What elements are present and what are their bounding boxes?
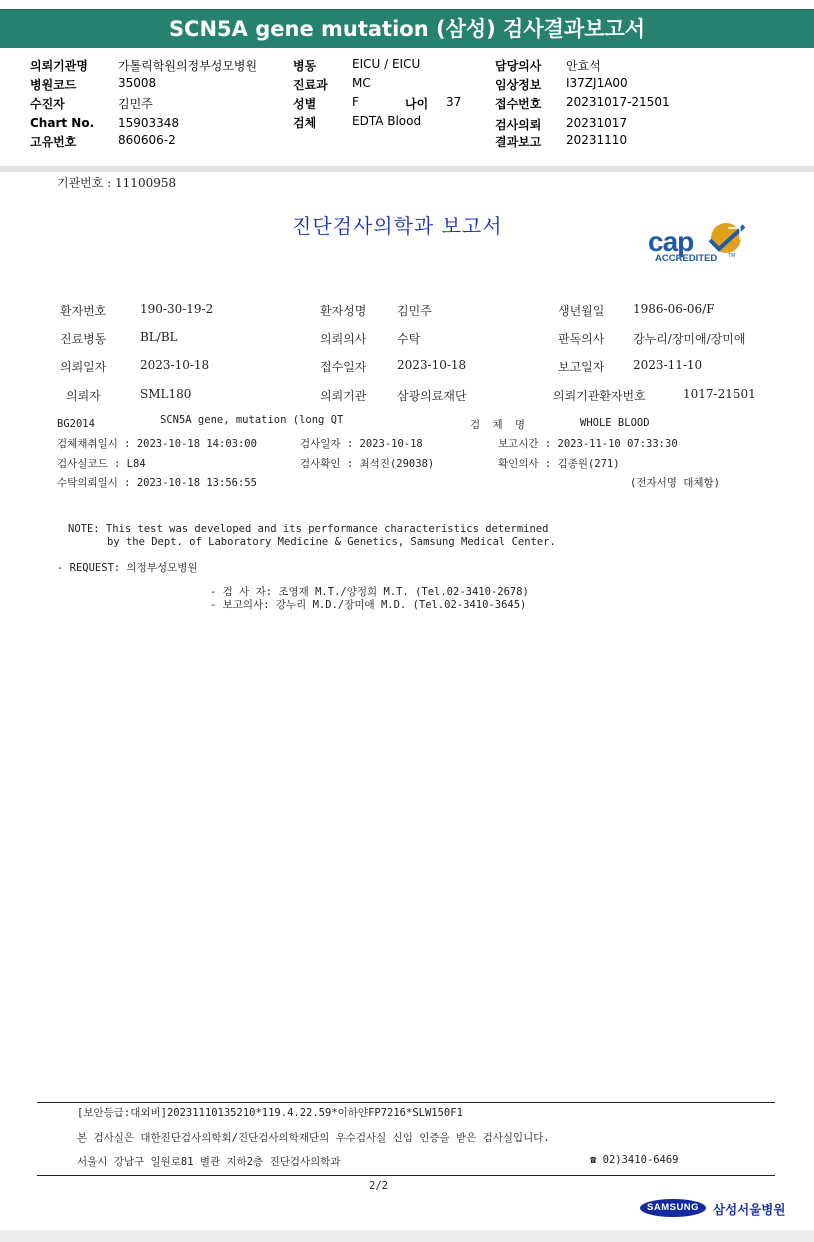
header-label: 접수번호	[495, 97, 542, 111]
field-value: 2023-10-18	[397, 358, 467, 372]
header-value: 20231017	[566, 116, 628, 130]
header-label: 진료과	[293, 78, 328, 92]
e-signature-note: (전자서명 대체함)	[630, 477, 720, 489]
collect-datetime: 검체채취일시 : 2023-10-18 14:03:00	[57, 438, 257, 450]
field-label: 생년월일	[558, 304, 605, 318]
header-value: 김민주	[118, 97, 153, 111]
header-value: F	[352, 95, 359, 109]
field-label: 접수일자	[320, 360, 367, 374]
field-value: BL/BL	[140, 330, 178, 344]
field-value: 수탁	[397, 332, 421, 346]
footer-rule	[37, 1175, 775, 1176]
header-value: 860606-2	[118, 133, 176, 147]
field-label: 의뢰의사	[320, 332, 367, 346]
page-number: 2/2	[369, 1180, 388, 1192]
header-label: 고유번호	[30, 135, 77, 149]
test-confirm: 검사확인 : 최석진(29038)	[300, 458, 435, 470]
header-label: 결과보고	[495, 135, 542, 149]
field-value: 1986-06-06/F	[633, 302, 715, 316]
header-value: I37ZJ1A00	[566, 76, 628, 90]
samsung-hospital-logo	[640, 1197, 786, 1221]
header-value: MC	[352, 76, 371, 90]
header-value: 20231017-21501	[566, 95, 670, 109]
report-title-bar: SCN5A gene mutation (삼성) 검사결과보고서	[0, 9, 814, 48]
header-value: 35008	[118, 76, 157, 90]
field-label: 보고일자	[558, 360, 605, 374]
test-name: SCN5A gene, mutation (long QT	[160, 414, 344, 426]
security-line: [보안등급:대외비]20231110135210*119.4.22.59*이하얀FP7216*SLW150F1	[77, 1107, 463, 1119]
header-label: 임상정보	[495, 78, 542, 92]
lab-code: 검사실코드 : L84	[57, 458, 146, 470]
header-label: 의뢰기관명	[30, 59, 88, 73]
specimen-label: 검 체 명	[470, 419, 529, 431]
test-date: 검사일자 : 2023-10-18	[300, 438, 423, 450]
header-label: 담당의사	[495, 59, 542, 73]
header-label: 수진자	[30, 97, 65, 111]
header-label: 병동	[293, 59, 317, 73]
request-line: - REQUEST: 의정부성모병원	[57, 562, 198, 574]
header-label: Chart No.	[30, 116, 95, 130]
field-label: 의뢰기관	[320, 389, 367, 403]
header-value: 20231110	[566, 133, 628, 147]
phone-line: ☎ 02)3410-6469	[590, 1154, 679, 1166]
address-line: 서울시 강남구 일원로81 별관 지하2층 진단검사의학과	[77, 1156, 341, 1168]
field-value: 190-30-19-2	[140, 302, 214, 316]
tester-line: - 검 사 자: 조영재 M.T./양정희 M.T. (Tel.02-3410-2678)	[210, 586, 529, 598]
header-label: 병원코드	[30, 78, 77, 92]
field-value: SML180	[140, 387, 192, 401]
bottom-strip	[0, 1230, 814, 1242]
age-label: 나이	[405, 97, 429, 111]
report-heading: 진단검사의학과 보고서	[292, 214, 503, 238]
header-divider	[0, 166, 814, 172]
cap-accredited-logo	[646, 220, 756, 268]
field-label: 환자성명	[320, 304, 367, 318]
field-value: 강누리/장미애/장미애	[633, 332, 746, 346]
footer-rule	[37, 1102, 775, 1103]
specimen-value: WHOLE BLOOD	[580, 417, 650, 429]
field-label: 의뢰자	[66, 389, 101, 403]
certification-line: 본 검사실은 대한진단검사의학회/진단검사의학재단의 우수검사실 신임 인증을 받은 검사실입니다.	[77, 1132, 550, 1144]
header-label: 성별	[293, 97, 317, 111]
samsung-wordmark: SAMSUNG	[647, 1202, 700, 1213]
field-value: 1017-21501	[683, 387, 756, 401]
cap-accredited-text: ACCREDITED	[655, 253, 718, 264]
field-value: 2023-11-10	[633, 358, 703, 372]
field-label: 판독의사	[558, 332, 605, 346]
patient-header	[0, 48, 814, 168]
note-line: NOTE: This test was developed and its performance characteristics determined	[68, 523, 549, 535]
field-value: 김민주	[397, 304, 432, 318]
field-label: 의뢰일자	[60, 360, 107, 374]
hospital-name: 삼성서울병원	[713, 1202, 786, 1217]
field-value: 2023-10-18	[140, 358, 210, 372]
confirm-doctor: 확인의사 : 김종원(271)	[498, 458, 620, 470]
header-label: 검사의뢰	[495, 118, 542, 132]
header-label: 검체	[293, 116, 317, 130]
header-value: EDTA Blood	[352, 114, 422, 128]
age-value: 37	[446, 95, 462, 109]
header-value: 가톨릭학원의정부성모병원	[118, 59, 258, 73]
field-label: 진료병동	[60, 332, 107, 346]
header-value: 15903348	[118, 116, 180, 130]
institution-number: 기관번호 : 11100958	[57, 176, 177, 190]
report-time: 보고시간 : 2023-11-10 07:33:30	[498, 438, 678, 450]
cap-tm: TM	[728, 253, 736, 259]
header-value: EICU / EICU	[352, 57, 421, 71]
receive-datetime: 수탁의뢰일시 : 2023-10-18 13:56:55	[57, 477, 257, 489]
test-code: BG2014	[57, 418, 95, 430]
header-value: 안효석	[566, 59, 601, 73]
note-line: by the Dept. of Laboratory Medicine & Genetics, Samsung Medical Center.	[107, 536, 556, 548]
field-label: 의뢰기관환자번호	[553, 389, 646, 403]
field-label: 환자번호	[60, 304, 107, 318]
cap-word: cap	[648, 226, 694, 257]
field-value: 삼광의료재단	[397, 389, 467, 403]
reporter-line: - 보고의사: 강누리 M.D./장미애 M.D. (Tel.02-3410-3645)	[210, 599, 527, 611]
